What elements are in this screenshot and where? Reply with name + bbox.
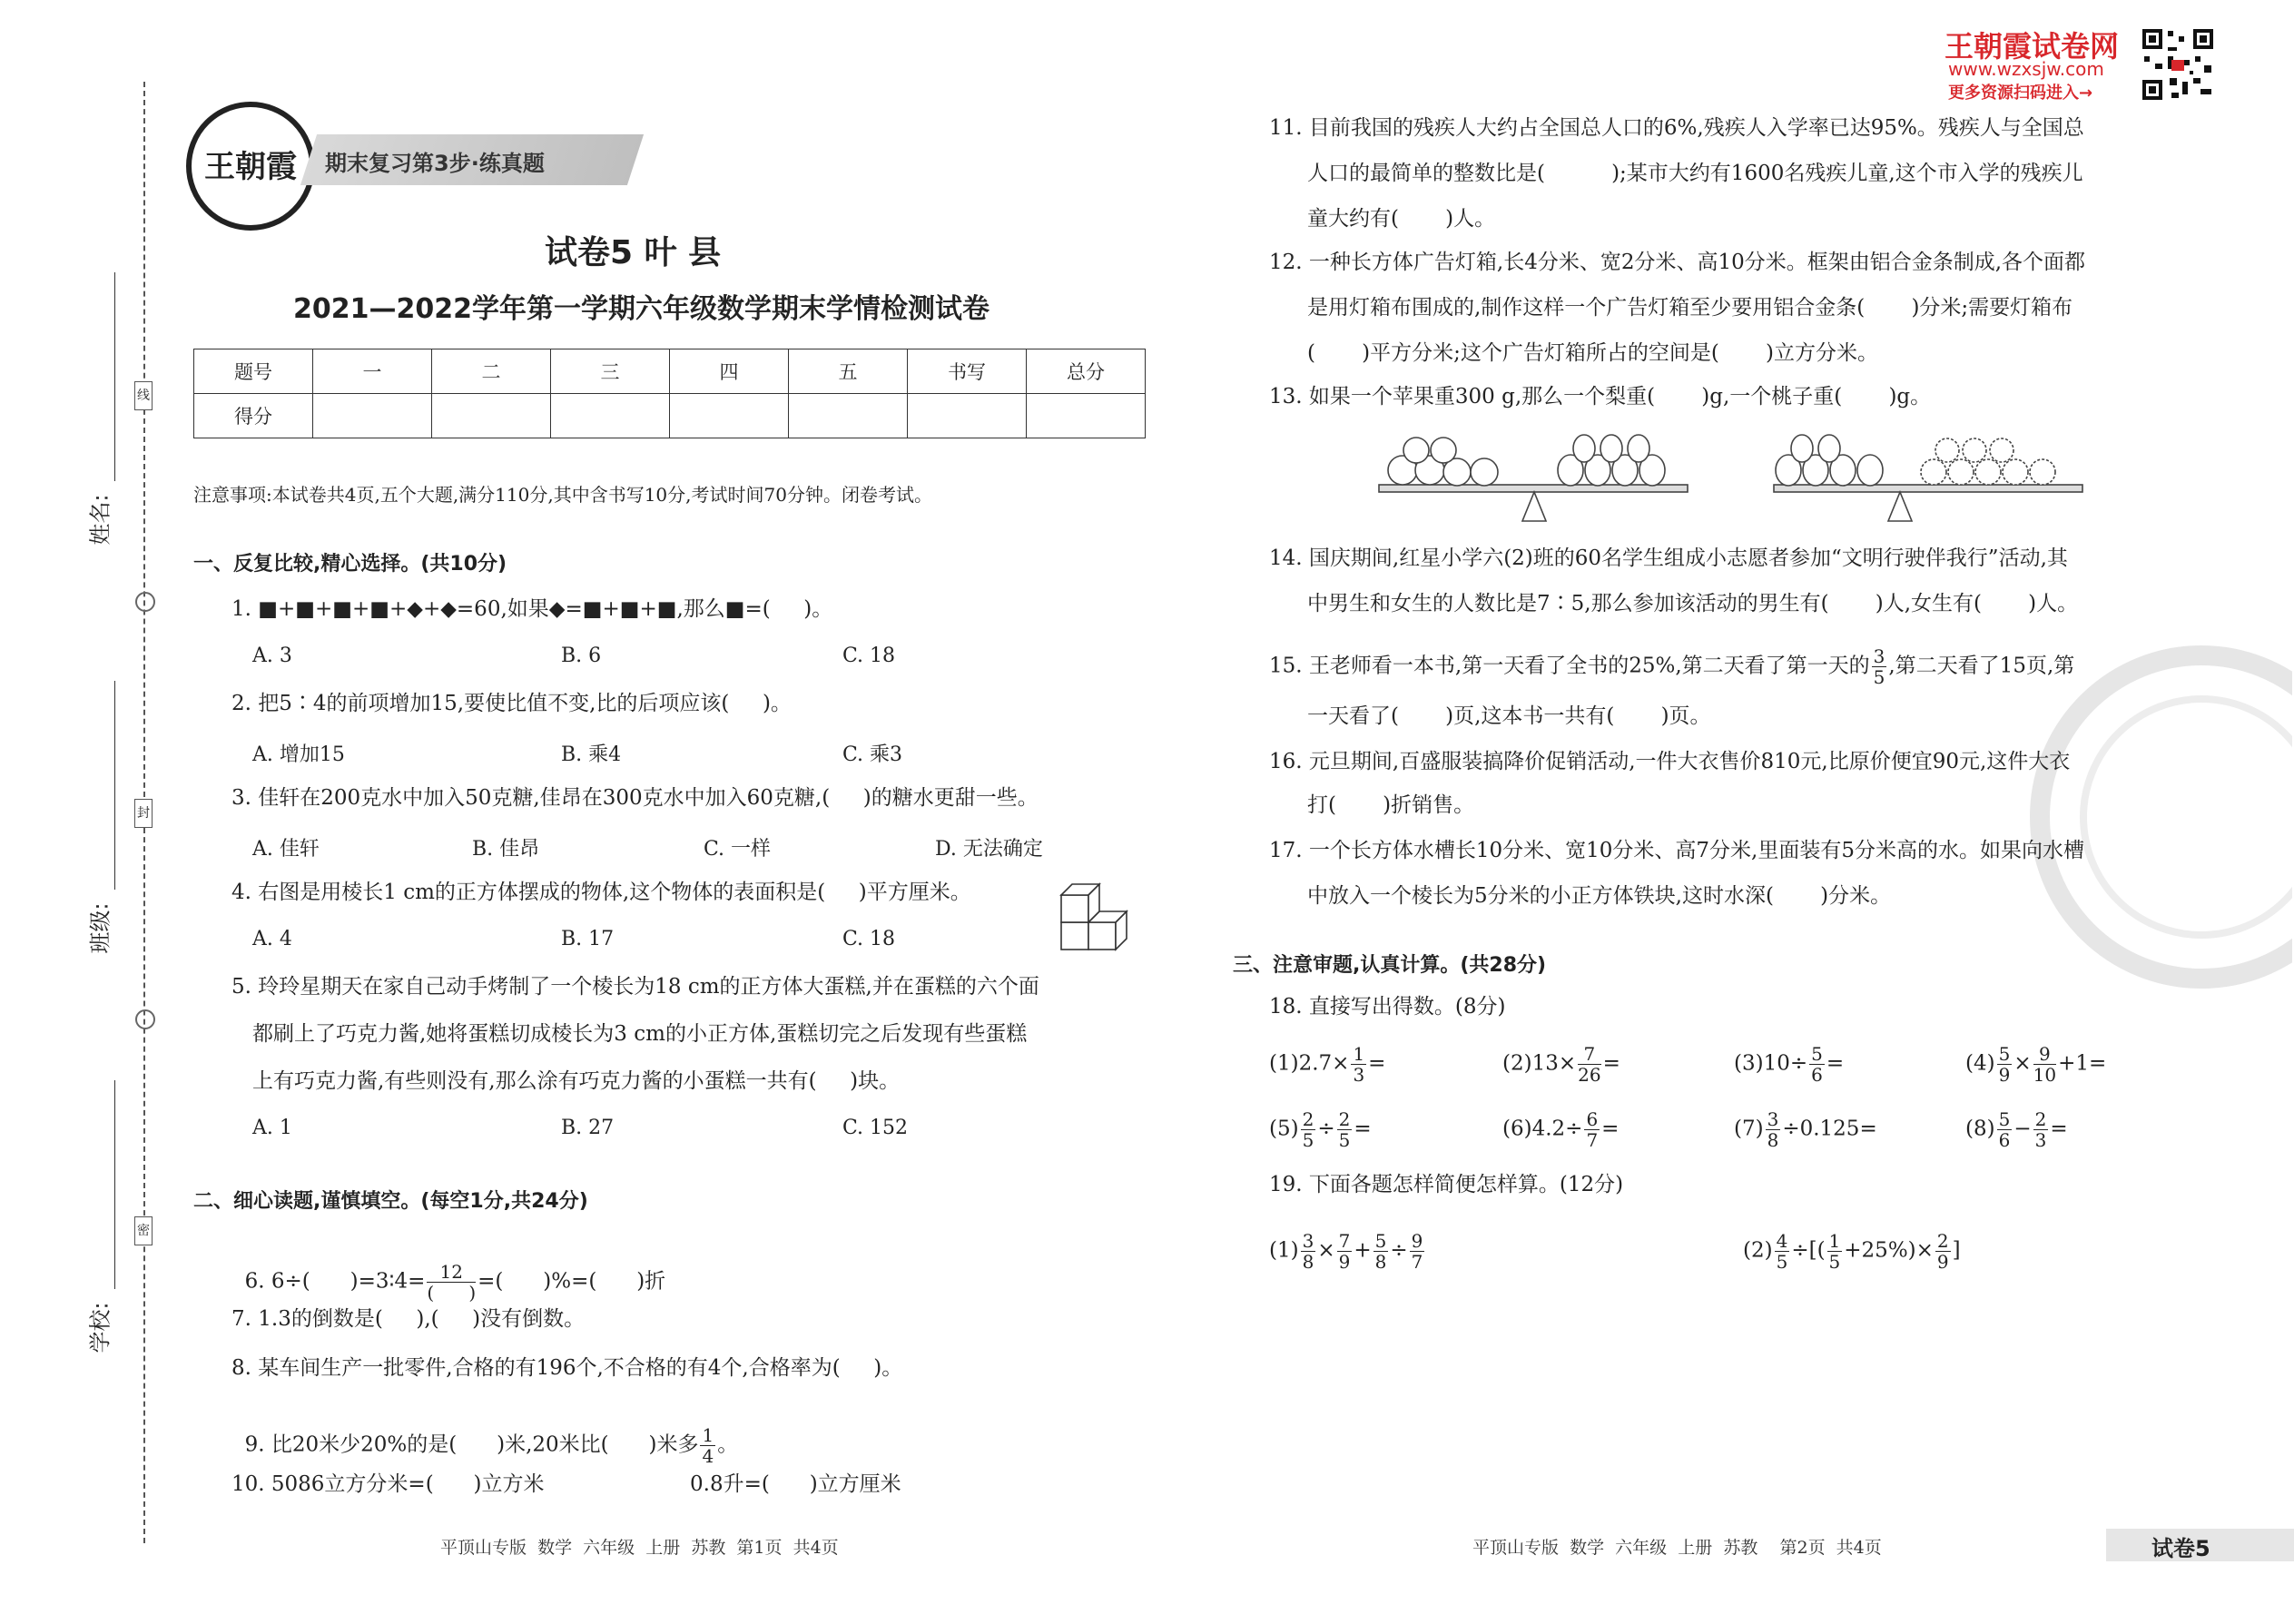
class-underline <box>114 681 115 890</box>
q15-denominator: 5 <box>1873 666 1885 688</box>
question-16-line1: 16. 元旦期间,百盛服装搞降价促销活动,一件大衣售价810元,比原价便宜90元,这件大衣 <box>1269 750 2071 773</box>
calc-fraction <box>1584 1109 1600 1150</box>
question-16-line2: 打( )折销售。 <box>1307 793 1475 817</box>
q19-2-op: ÷[( <box>1791 1238 1826 1263</box>
question-9 <box>231 1398 738 1466</box>
q9-part-b: 。 <box>717 1432 739 1457</box>
q19-1-frac <box>1373 1231 1389 1272</box>
q3-option-c[interactable]: C. 一样 <box>704 838 772 861</box>
calc-suffix: ÷0.125= <box>1782 1117 1877 1141</box>
section3-title: 三、注意审题,认真计算。(共28分) <box>1233 954 1547 977</box>
calc-denominator: 5 <box>1302 1129 1314 1151</box>
calc-fraction <box>1351 1044 1366 1085</box>
calc-suffix: = <box>1601 1117 1620 1141</box>
score-table-score-row <box>194 394 1146 438</box>
calc-numerator: 2 <box>2034 1108 2047 1130</box>
score-cell: 四 <box>670 349 789 394</box>
calc-numerator: 6 <box>1586 1108 1599 1130</box>
q5-option-c[interactable]: C. 152 <box>842 1117 909 1139</box>
school-label: 学校: <box>87 1302 113 1353</box>
footer-left: 平顶山专版 数学 六年级 上册 苏教 第1页 共4页 <box>440 1538 839 1558</box>
calc-prefix: (3)10÷ <box>1734 1051 1808 1076</box>
calc-numerator: 3 <box>1767 1108 1779 1130</box>
balance-scale-figure-1 <box>1375 430 1693 530</box>
notice-text: 注意事项:本试卷共4页,五个大题,满分110分,其中含书写10分,考试时间70分钟。闭卷考试。 <box>193 484 932 506</box>
q4-option-a[interactable]: A. 4 <box>252 928 292 950</box>
q1-option-a[interactable]: A. 3 <box>252 645 292 667</box>
calc-denominator: 26 <box>1578 1064 1601 1086</box>
paper-title: 试卷5 叶 县 <box>545 234 722 271</box>
name-underline <box>114 272 115 481</box>
calc-operator: − <box>2013 1117 2032 1141</box>
score-cell: 五 <box>789 349 908 394</box>
calc-denominator: 10 <box>2033 1064 2057 1086</box>
calc-fraction <box>2033 1044 2056 1085</box>
q9-numerator: 1 <box>702 1424 714 1446</box>
calc-item <box>1269 1109 1372 1150</box>
question-19-2 <box>1743 1231 1961 1272</box>
calc-item <box>1965 1044 2106 1085</box>
section2-title: 二、细心读题,谨慎填空。(每空1分,共24分) <box>193 1190 588 1213</box>
question-1: 1. ■+■+■+■+◆+◆=60,如果◆=■+■+■,那么■=( )。 <box>231 597 833 621</box>
calc-denominator: 7 <box>1586 1129 1599 1151</box>
q19-1-num: 5 <box>1374 1230 1387 1252</box>
q15-numerator: 3 <box>1873 645 1885 667</box>
score-cell: 总分 <box>1027 349 1146 394</box>
q2-option-b[interactable]: B. 乘4 <box>561 743 622 766</box>
calc-numerator: 5 <box>1998 1043 2011 1065</box>
calc-fraction <box>1997 1044 2013 1085</box>
calc-fraction <box>1337 1109 1353 1150</box>
q19-1-op: ÷ <box>1390 1238 1408 1263</box>
footer-right: 平顶山专版 数学 六年级 上册 苏教 第2页 共4页 <box>1472 1538 1882 1558</box>
question-18: 18. 直接写出得数。(8分) <box>1269 995 1506 1019</box>
section1-title: 一、反复比较,精心选择。(共10分) <box>193 553 507 576</box>
calc-denominator: 6 <box>1998 1129 2011 1151</box>
calc-denominator: 3 <box>1353 1064 1365 1086</box>
question-10-b: 0.8升=( )立方厘米 <box>690 1472 901 1496</box>
binding-hole-icon <box>135 592 155 612</box>
score-input-cell[interactable] <box>789 394 908 438</box>
question-11-line3: 童大约有( )人。 <box>1307 207 1496 231</box>
calc-item <box>1734 1109 1877 1150</box>
score-table-header-row <box>194 349 1146 394</box>
q19-1-den: 7 <box>1411 1251 1423 1273</box>
q9-part-a: 9. 比20米少20%的是( )米,20米比( )米多 <box>244 1432 699 1457</box>
q6-part-b: =( )%=( )折 <box>478 1269 666 1294</box>
calc-fraction <box>1997 1109 2013 1150</box>
q9-denominator: 4 <box>702 1445 714 1467</box>
calc-numerator: 5 <box>1998 1108 2011 1130</box>
calc-fraction <box>1578 1044 1600 1085</box>
paper-subtitle: 2021—2022学年第一学期六年级数学期末学情检测试卷 <box>293 293 989 325</box>
question-15-line1 <box>1269 646 2074 687</box>
calc-fraction <box>1809 1044 1825 1085</box>
score-input-cell[interactable] <box>1027 394 1146 438</box>
question-11-line1: 11. 目前我国的残疾人大约占全国总人口的6%,残疾人入学率已达95%。残疾人与全国总 <box>1269 116 2084 140</box>
calc-item <box>1734 1044 1844 1085</box>
calc-suffix: = <box>1602 1051 1620 1076</box>
q19-2-den: 5 <box>1776 1251 1788 1273</box>
calc-denominator: 6 <box>1811 1064 1823 1086</box>
q4-option-c[interactable]: C. 18 <box>842 928 896 950</box>
calc-fraction <box>1301 1109 1316 1150</box>
q3-option-a[interactable]: A. 佳轩 <box>252 838 320 861</box>
q19-1-den: 8 <box>1302 1251 1314 1273</box>
question-4: 4. 右图是用棱长1 cm的正方体摆成的物体,这个物体的表面积是( )平方厘米。 <box>231 881 971 904</box>
score-input-cell[interactable] <box>432 394 551 438</box>
q19-1-num: 3 <box>1302 1230 1314 1252</box>
q1-option-c[interactable]: C. 18 <box>842 645 896 667</box>
q19-1-op: × <box>1317 1238 1335 1263</box>
question-19: 19. 下面各题怎样简便怎样算。(12分) <box>1269 1173 1624 1196</box>
q19-2-frac <box>1775 1231 1790 1272</box>
q1-option-b[interactable]: B. 6 <box>561 645 602 667</box>
score-cell: 一 <box>313 349 432 394</box>
calc-prefix: (5) <box>1269 1117 1299 1141</box>
calc-prefix: (8) <box>1965 1117 1995 1141</box>
watermark-seal <box>2020 645 2292 989</box>
score-table <box>193 349 1146 438</box>
question-3: 3. 佳轩在200克水中加入50克糖,佳昂在300克水中加入60克糖,( )的糖水更甜一些。 <box>231 786 1039 810</box>
question-12-line2: 是用灯箱布围成的,制作这样一个广告灯箱至少要用铝合金条( )分米;需要灯箱布 <box>1307 296 2073 320</box>
q5-option-b[interactable]: B. 27 <box>561 1117 615 1139</box>
calc-fraction <box>1766 1109 1781 1150</box>
q19-1-op: + <box>1354 1238 1372 1263</box>
calc-denominator: 9 <box>1998 1064 2011 1086</box>
seal-mark-feng: 封 <box>134 799 153 828</box>
q4-option-b[interactable]: B. 17 <box>561 928 615 950</box>
q3-option-d[interactable]: D. 无法确定 <box>935 838 1043 861</box>
q19-2-frac <box>1935 1231 1951 1272</box>
calc-item <box>1502 1044 1620 1085</box>
question-5-line3: 上有巧克力酱,有些则没有,那么涂有巧克力酱的小蛋糕一共有( )块。 <box>252 1069 901 1093</box>
q19-1-label: (1) <box>1269 1238 1299 1263</box>
site-hint: 更多资源扫码进入→ <box>1948 84 2093 103</box>
q19-1-frac <box>1410 1231 1425 1272</box>
question-13: 13. 如果一个苹果重300 g,那么一个梨重( )g,一个桃子重( )g。 <box>1269 385 1932 408</box>
corner-label: 试卷5 <box>2151 1536 2210 1561</box>
seal-mark-mi: 密 <box>134 1216 153 1245</box>
score-cell: 书写 <box>908 349 1027 394</box>
q15-fraction <box>1872 646 1887 687</box>
calc-denominator: 8 <box>1767 1129 1779 1151</box>
score-input-cell[interactable] <box>908 394 1027 438</box>
question-14-line2: 中男生和女生的人数比是7∶5,那么参加该活动的男生有( )人,女生有( )人。 <box>1307 592 2079 615</box>
calc-numerator: 9 <box>2033 1044 2056 1065</box>
logo-text: 王朝霞 <box>204 149 297 185</box>
calc-item <box>1269 1044 1385 1085</box>
class-label: 班级: <box>87 902 113 954</box>
calc-suffix: +1= <box>2058 1051 2107 1076</box>
q19-2-den: 5 <box>1828 1251 1841 1273</box>
calc-numerator: 1 <box>1353 1043 1365 1065</box>
q19-2-op: +25%)× <box>1844 1238 1934 1263</box>
question-15-line2: 一天看了( )页,这本书一共有( )页。 <box>1307 704 1711 728</box>
question-2: 2. 把5∶4的前项增加15,要使比值不变,比的后项应该( )。 <box>231 692 792 715</box>
question-12-line1: 12. 一种长方体广告灯箱,长4分米、宽2分米、高10分米。框架由铝合金条制成,各个面都 <box>1269 251 2086 274</box>
q6-denominator: ( ) <box>427 1282 477 1304</box>
calc-prefix: (4) <box>1965 1051 1995 1076</box>
q5-option-a[interactable]: A. 1 <box>252 1117 292 1139</box>
question-5-line2: 都刷上了巧克力酱,她将蛋糕切成棱长为3 cm的小正方体,蛋糕切完之后发现有些蛋糕 <box>252 1022 1028 1046</box>
score-input-cell[interactable] <box>670 394 789 438</box>
calc-numerator: 7 <box>1578 1044 1600 1065</box>
q15-part-b: ,第二天看了15页,第 <box>1888 654 2075 678</box>
calc-numerator: 2 <box>1302 1108 1314 1130</box>
q2-option-c[interactable]: C. 乘3 <box>842 743 903 766</box>
site-name: 王朝霞试卷网 <box>1944 29 2120 64</box>
qr-code-icon[interactable] <box>2141 27 2215 102</box>
question-5-line1: 5. 玲玲星期天在家自己动手烤制了一个棱长为18 cm的正方体大蛋糕,并在蛋糕的六个面 <box>231 975 1039 999</box>
calc-operator: ÷ <box>1317 1117 1335 1141</box>
binding-hole-icon <box>135 1009 155 1029</box>
q9-fraction <box>700 1425 715 1466</box>
q19-2-frac <box>1827 1231 1843 1272</box>
calc-item <box>1502 1109 1619 1150</box>
calc-suffix: = <box>2050 1117 2068 1141</box>
score-cell: 得分 <box>194 394 313 438</box>
calc-denominator: 5 <box>1338 1129 1351 1151</box>
name-label: 姓名: <box>87 494 113 546</box>
balance-scale-figure-2 <box>1770 430 2088 530</box>
calc-denominator: 3 <box>2034 1129 2047 1151</box>
q19-2-num: 1 <box>1828 1230 1841 1252</box>
q19-2-op: ] <box>1952 1238 1961 1263</box>
calc-prefix: (2)13× <box>1502 1051 1577 1076</box>
q6-numerator: 12 <box>427 1262 476 1283</box>
calc-operator: × <box>2013 1051 2032 1076</box>
q15-part-a: 15. 王老师看一本书,第一天看了全书的25%,第二天看了第一天的 <box>1269 654 1870 678</box>
brand-logo <box>186 102 315 231</box>
score-input-cell[interactable] <box>313 394 432 438</box>
calc-prefix: (6)4.2÷ <box>1502 1117 1583 1141</box>
calc-suffix: = <box>1368 1051 1386 1076</box>
school-underline <box>114 1080 115 1289</box>
q19-1-frac <box>1337 1231 1353 1272</box>
question-8: 8. 某车间生产一批零件,合格的有196个,不合格的有4个,合格率为( )。 <box>231 1356 903 1380</box>
question-10-a: 10. 5086立方分米=( )立方米 <box>231 1472 545 1496</box>
q19-1-den: 8 <box>1374 1251 1387 1273</box>
site-url: www.wzxsjw.com <box>1948 58 2104 80</box>
calc-suffix: = <box>1354 1117 1372 1141</box>
score-cell: 题号 <box>194 349 313 394</box>
calc-item <box>1965 1109 2068 1150</box>
calc-prefix: (1)2.7× <box>1269 1051 1350 1076</box>
score-cell: 二 <box>432 349 551 394</box>
calc-fraction <box>2033 1109 2049 1150</box>
seal-mark-line: 线 <box>134 381 153 410</box>
q3-option-b[interactable]: B. 佳昂 <box>472 838 540 861</box>
calc-prefix: (7) <box>1734 1117 1764 1141</box>
q6-fraction <box>427 1262 476 1303</box>
q2-option-a[interactable]: A. 增加15 <box>252 743 345 766</box>
q19-1-num: 7 <box>1338 1230 1351 1252</box>
question-19-1 <box>1269 1231 1426 1272</box>
q19-1-num: 9 <box>1411 1230 1423 1252</box>
q19-2-num: 4 <box>1776 1230 1788 1252</box>
question-11-line2: 人口的最简单的整数比是( );某市大约有1600名残疾儿童,这个市入学的残疾儿 <box>1307 162 2083 185</box>
q19-2-num: 2 <box>1936 1230 1949 1252</box>
calc-suffix: = <box>1826 1051 1845 1076</box>
q19-2-label: (2) <box>1743 1238 1773 1263</box>
badge-text: 期末复习第3步·练真题 <box>325 151 545 176</box>
q19-1-den: 9 <box>1338 1251 1351 1273</box>
score-input-cell[interactable] <box>551 394 670 438</box>
question-7: 7. 1.3的倒数是( ),( )没有倒数。 <box>231 1307 586 1331</box>
q19-2-den: 9 <box>1936 1251 1949 1273</box>
calc-numerator: 2 <box>1338 1108 1351 1130</box>
score-cell: 三 <box>551 349 670 394</box>
question-14-line1: 14. 国庆期间,红星小学六(2)班的60名学生组成小志愿者参加“文明行驶伴我行”活动,其 <box>1269 546 2068 570</box>
question-17-line1: 17. 一个长方体水槽长10分米、宽10分米、高7分米,里面装有5分米高的水。如果向水槽 <box>1269 839 2084 862</box>
question-17-line2: 中放入一个棱长为5分米的小正方体铁块,这时水深( )分米。 <box>1307 884 1892 908</box>
question-12-line3: ( )平方分米;这个广告灯箱所占的空间是( )立方分米。 <box>1307 341 1878 365</box>
calc-numerator: 5 <box>1811 1043 1823 1065</box>
q6-part-a: 6. 6÷( )=3∶4= <box>244 1269 426 1294</box>
q19-1-frac <box>1301 1231 1316 1272</box>
question-6 <box>231 1235 665 1303</box>
cube-stack-figure <box>1058 879 1139 953</box>
